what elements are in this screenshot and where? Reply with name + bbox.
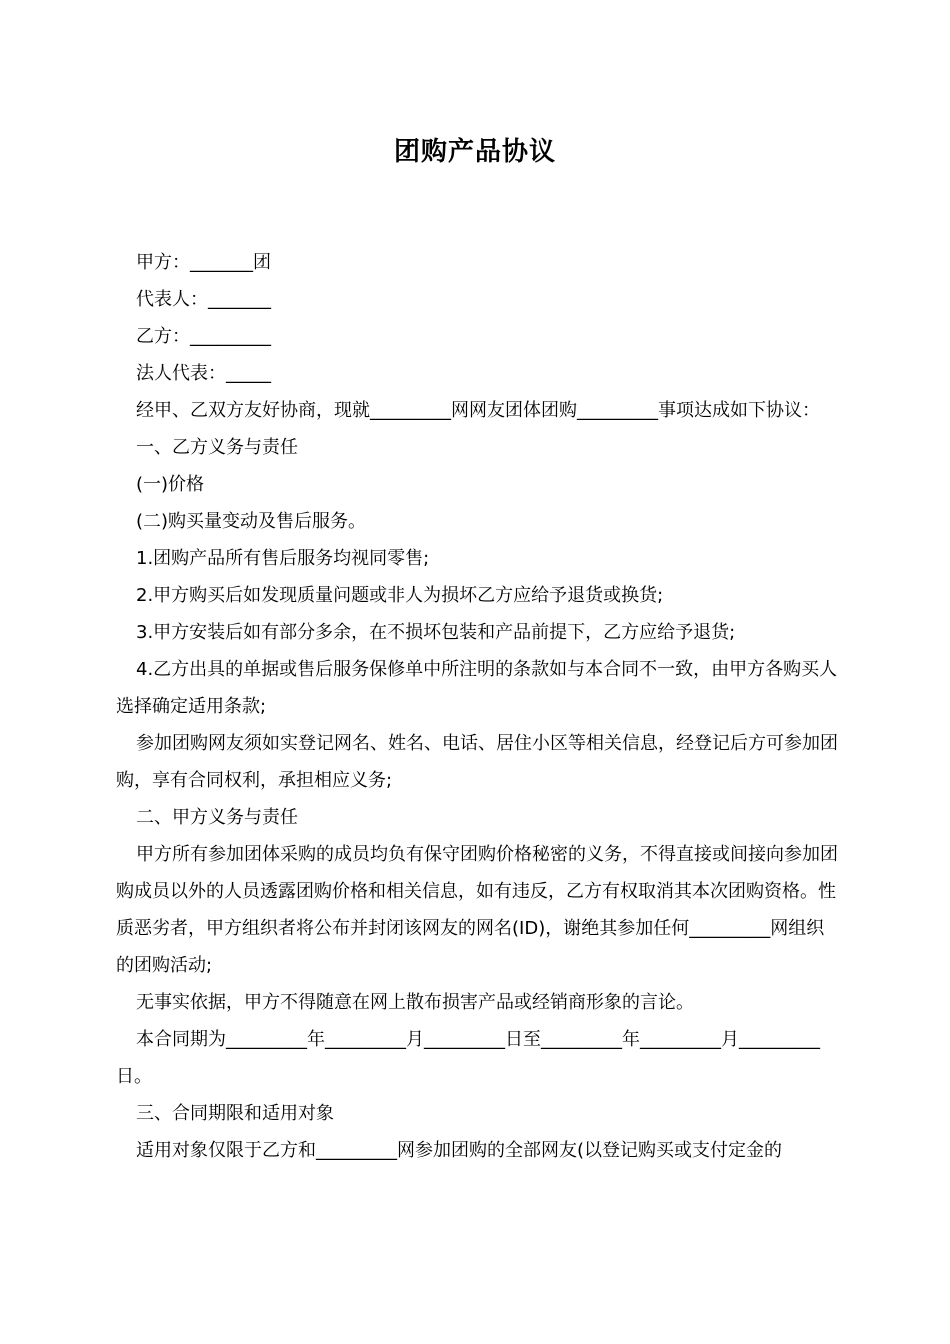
clause-1: 1.团购产品所有售后服务均视同零售; [136, 548, 430, 569]
document-title: 团购产品协议 [393, 137, 556, 167]
agreement-intro-paragraph: 经甲、乙双方友好协商，现就_________网网友团体团购_________事项达成如下协议： [136, 400, 820, 421]
clause-3: 3.甲方安装后如有部分多余，在不损坏包装和产品前提下，乙方应给予退货; [136, 622, 736, 643]
document-body [116, 244, 840, 1169]
legal-representative-line: 法人代表：_____ [136, 363, 271, 384]
clause-2: 2.甲方购买后如发现质量问题或非人为损坏乙方应给予退货或换货; [136, 585, 664, 606]
representative-line: 代表人：_______ [136, 289, 271, 310]
contract-period-paragraph: 本合同期为_________年_________月_________日至_________年_________月_________日。 [116, 1029, 820, 1087]
subsection-price: (一)价格 [136, 474, 205, 495]
confidentiality-paragraph: 甲方所有参加团体采购的成员均负有保守团购价格秘密的义务，不得直接或间接向参加团购成员以外的人员透露团购价格和相关信息，如有违反，乙方有权取消其本次团购资格。性质恶劣者，甲方组织者将公布并封闭该网友的网名(ID)，谢绝其参加任何_________网组织的团购活动; [116, 844, 838, 976]
subsection-purchase-change-after-sales: (二)购买量变动及售后服务。 [136, 511, 367, 532]
clause-4: 4.乙方出具的单据或售后服务保修单中所注明的条款如与本合同不一致，由甲方各购买人选择确定适用条款; [116, 659, 838, 717]
section-heading-party-b-duties: 一、乙方义务与责任 [136, 437, 298, 458]
registration-paragraph: 参加团购网友须如实登记网名、姓名、电话、居住小区等相关信息，经登记后方可参加团购，享有合同权利，承担相应义务; [116, 733, 838, 791]
section-heading-party-a-duties: 二、甲方义务与责任 [136, 807, 298, 828]
party-b-line: 乙方：_________ [136, 326, 271, 347]
party-a-line: 甲方：_______团 [136, 252, 271, 273]
section-heading-term-and-scope: 三、合同期限和适用对象 [136, 1103, 334, 1124]
no-defamation-paragraph: 无事实依据，甲方不得随意在网上散布损害产品或经销商形象的言论。 [136, 992, 694, 1013]
scope-paragraph: 适用对象仅限于乙方和_________网参加团购的全部网友(以登记购买或支付定金的 [136, 1140, 783, 1161]
